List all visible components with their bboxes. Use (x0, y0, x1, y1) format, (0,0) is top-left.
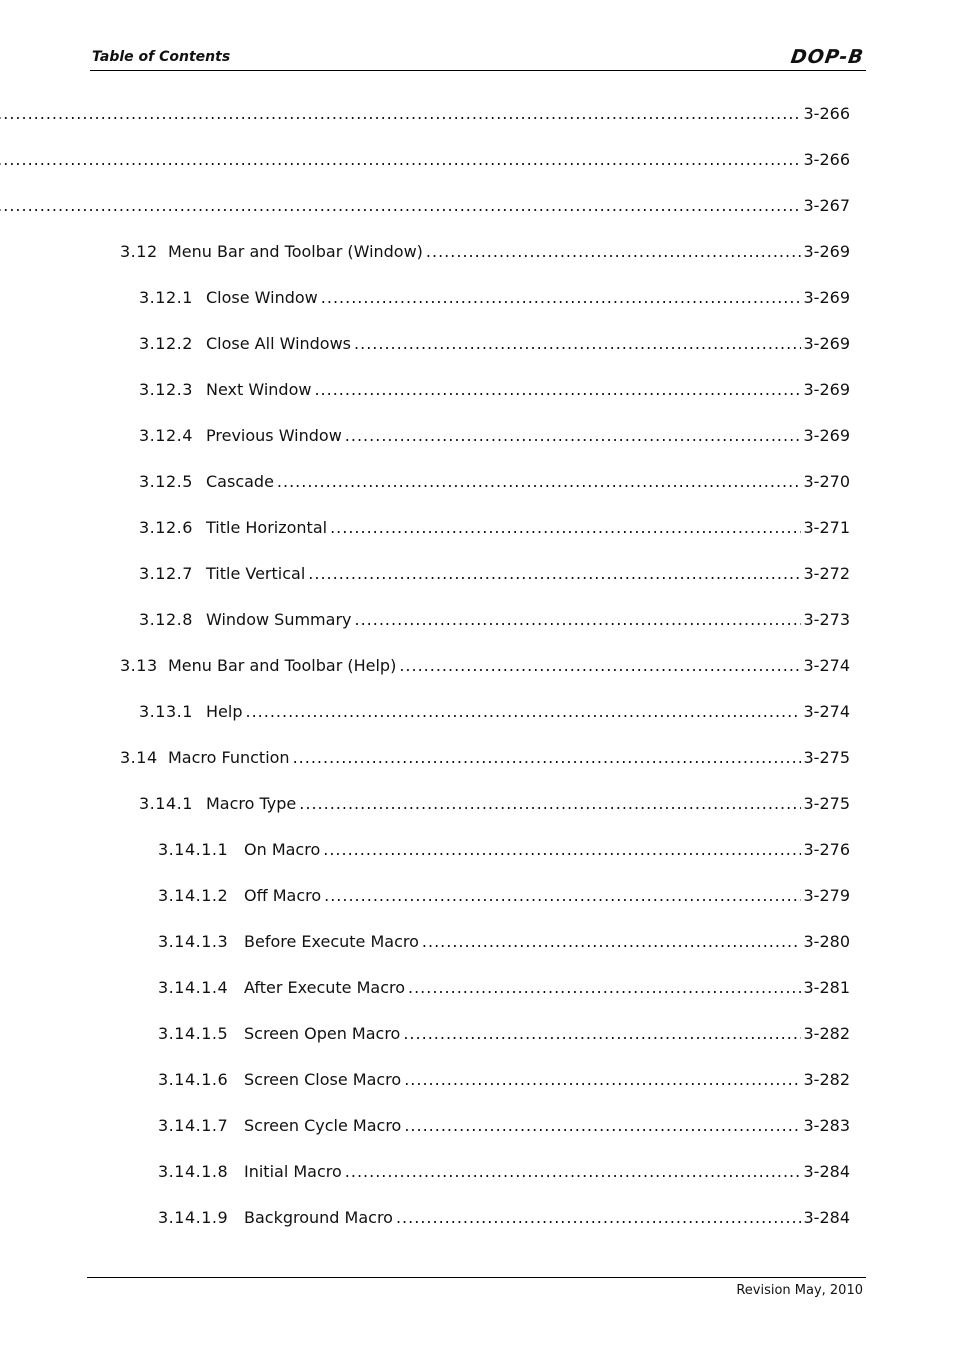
toc-entry[interactable] (139, 470, 850, 494)
toc-entry[interactable] (139, 378, 850, 402)
toc-entry-page: 3-284 (803, 1162, 850, 1181)
toc-entry-number: 3.12.5 (139, 472, 193, 491)
toc-entry-page: 3-269 (803, 426, 850, 445)
dot-leader (324, 884, 800, 908)
toc-entry-number: 3.14.1.7 (158, 1116, 229, 1135)
dot-leader (0, 194, 801, 218)
toc-entry-page: 3-282 (803, 1024, 850, 1043)
toc-entry-title: Menu Bar and Toolbar (Help) (168, 656, 397, 675)
dot-leader (404, 1114, 800, 1138)
toc-entry-number: 3.13 (120, 656, 158, 675)
toc-entry-page: 3-269 (803, 288, 850, 307)
toc-entry-page: 3-267 (803, 196, 850, 215)
toc-entry[interactable] (158, 1206, 850, 1230)
dot-leader (396, 1206, 801, 1230)
toc-entry[interactable] (0, 148, 850, 172)
toc-entry[interactable] (139, 332, 850, 356)
toc-entry-number: 3.14.1.2 (158, 886, 229, 905)
dot-leader (299, 792, 800, 816)
toc-entry-number: 3.12.4 (139, 426, 193, 445)
toc-entry-page: 3-269 (803, 334, 850, 353)
toc-entry[interactable] (139, 516, 850, 540)
page-header (90, 46, 866, 71)
toc-entry-number: 3.14.1.6 (158, 1070, 229, 1089)
toc-entry[interactable] (158, 976, 850, 1000)
toc-entry-page: 3-274 (803, 656, 850, 675)
toc-entry[interactable] (139, 286, 850, 310)
toc-entry-page: 3-284 (803, 1208, 850, 1227)
dot-leader (314, 378, 800, 402)
toc-entry-title: Help (206, 702, 243, 721)
toc-entry-title: Close Window (206, 288, 318, 307)
dot-leader (422, 930, 801, 954)
toc-entry-number: 3.12.7 (139, 564, 193, 583)
toc-entry[interactable] (158, 884, 850, 908)
toc-entry-title: Initial Macro (244, 1162, 342, 1181)
toc-entry[interactable] (120, 240, 850, 264)
toc-entry-title: Screen Close Macro (244, 1070, 402, 1089)
toc-entry-title: Macro Type (206, 794, 297, 813)
toc-entry[interactable] (139, 700, 850, 724)
toc-entry-title: Screen Cycle Macro (244, 1116, 402, 1135)
toc-entry-number: 3.14.1.3 (158, 932, 229, 951)
header-title: Table of Contents (92, 49, 231, 65)
toc-entry-title: Next Window (206, 380, 312, 399)
toc-entry-title: Menu Bar and Toolbar (Window) (168, 242, 423, 261)
dot-leader (308, 562, 800, 586)
toc-entry-page: 3-283 (803, 1116, 850, 1135)
dot-leader (293, 746, 801, 770)
toc-entry-title: Cascade (206, 472, 274, 491)
toc-entry-page: 3-275 (803, 748, 850, 767)
dot-leader (408, 976, 801, 1000)
dot-leader (355, 608, 801, 632)
toc-entry-page: 3-279 (803, 886, 850, 905)
toc-entry[interactable] (0, 102, 850, 126)
toc-entry-number: 3.12.2 (139, 334, 193, 353)
toc-entry-number: 3.12.1 (139, 288, 193, 307)
toc-entry-title: Title Horizontal (206, 518, 328, 537)
toc-entry-page: 3-274 (803, 702, 850, 721)
toc-entry-page: 3-276 (803, 840, 850, 859)
toc-entry[interactable] (0, 194, 850, 218)
toc-entry-page: 3-282 (803, 1070, 850, 1089)
dot-leader (354, 332, 800, 356)
toc-entry-number: 3.12.6 (139, 518, 193, 537)
toc-entry-number: 3.14.1.8 (158, 1162, 229, 1181)
toc-entry-number: 3.13.1 (139, 702, 193, 721)
toc-entry-title: Previous Window (206, 426, 342, 445)
toc-entry[interactable] (158, 930, 850, 954)
toc-entry-number: 3.14.1 (139, 794, 193, 813)
toc-entry-title: On Macro (244, 840, 321, 859)
toc-entry[interactable] (158, 1114, 850, 1138)
toc-entry-page: 3-275 (803, 794, 850, 813)
dot-leader (426, 240, 801, 264)
toc-entry-page: 3-273 (803, 610, 850, 629)
dot-leader (323, 838, 800, 862)
dot-leader (345, 424, 801, 448)
toc-entry-number: 3.12.8 (139, 610, 193, 629)
toc-entry-number: 3.12.3 (139, 380, 193, 399)
dot-leader (0, 148, 801, 172)
toc-entry[interactable] (158, 1160, 850, 1184)
dot-leader (345, 1160, 801, 1184)
toc-entry[interactable] (139, 562, 850, 586)
toc-entry-title: Before Execute Macro (244, 932, 419, 951)
dot-leader (330, 516, 800, 540)
dot-leader (399, 654, 800, 678)
brand-logo: DOP-B (789, 46, 866, 68)
toc-entry-title: After Execute Macro (244, 978, 405, 997)
toc-entry-page: 3-272 (803, 564, 850, 583)
toc-entry-number: 3.14.1.4 (158, 978, 229, 997)
dot-leader (277, 470, 801, 494)
toc-entry-page: 3-280 (803, 932, 850, 951)
toc-entry-page: 3-271 (803, 518, 850, 537)
dot-leader (0, 102, 801, 126)
dot-leader (403, 1022, 800, 1046)
revision-text: Revision May, 2010 (736, 1283, 863, 1298)
toc-entry[interactable] (158, 1022, 850, 1046)
toc-entry-number: 3.14.1.5 (158, 1024, 229, 1043)
toc-entry-title: Title Vertical (206, 564, 306, 583)
page-footer (87, 1277, 866, 1298)
toc-entry-number: 3.14 (120, 748, 158, 767)
toc-entry[interactable] (139, 792, 850, 816)
toc-entry-title: Off Macro (244, 886, 322, 905)
toc-entry[interactable] (139, 424, 850, 448)
toc-entry-number: 3.12 (120, 242, 158, 261)
toc-entry[interactable] (120, 654, 850, 678)
toc-entry-page: 3-269 (803, 242, 850, 261)
toc-entry[interactable] (158, 838, 850, 862)
dot-leader (245, 700, 800, 724)
dot-leader (404, 1068, 800, 1092)
toc-entry-title: Screen Open Macro (244, 1024, 401, 1043)
toc-entry-number: 3.14.1.1 (158, 840, 229, 859)
toc-entry[interactable] (158, 1068, 850, 1092)
toc-entry-title: Background Macro (244, 1208, 393, 1227)
toc-entry-page: 3-266 (803, 150, 850, 169)
toc-entry[interactable] (120, 746, 850, 770)
toc-entry-title: Macro Function (168, 748, 290, 767)
toc-entry-title: Window Summary (206, 610, 352, 629)
toc-entry-page: 3-281 (803, 978, 850, 997)
toc-entry-title: Close All Windows (206, 334, 352, 353)
toc-entry-page: 3-266 (803, 104, 850, 123)
toc-entry-page: 3-269 (803, 380, 850, 399)
toc-entry-number: 3.14.1.9 (158, 1208, 229, 1227)
toc-entry-page: 3-270 (803, 472, 850, 491)
dot-leader (321, 286, 801, 310)
toc-entry[interactable] (139, 608, 850, 632)
